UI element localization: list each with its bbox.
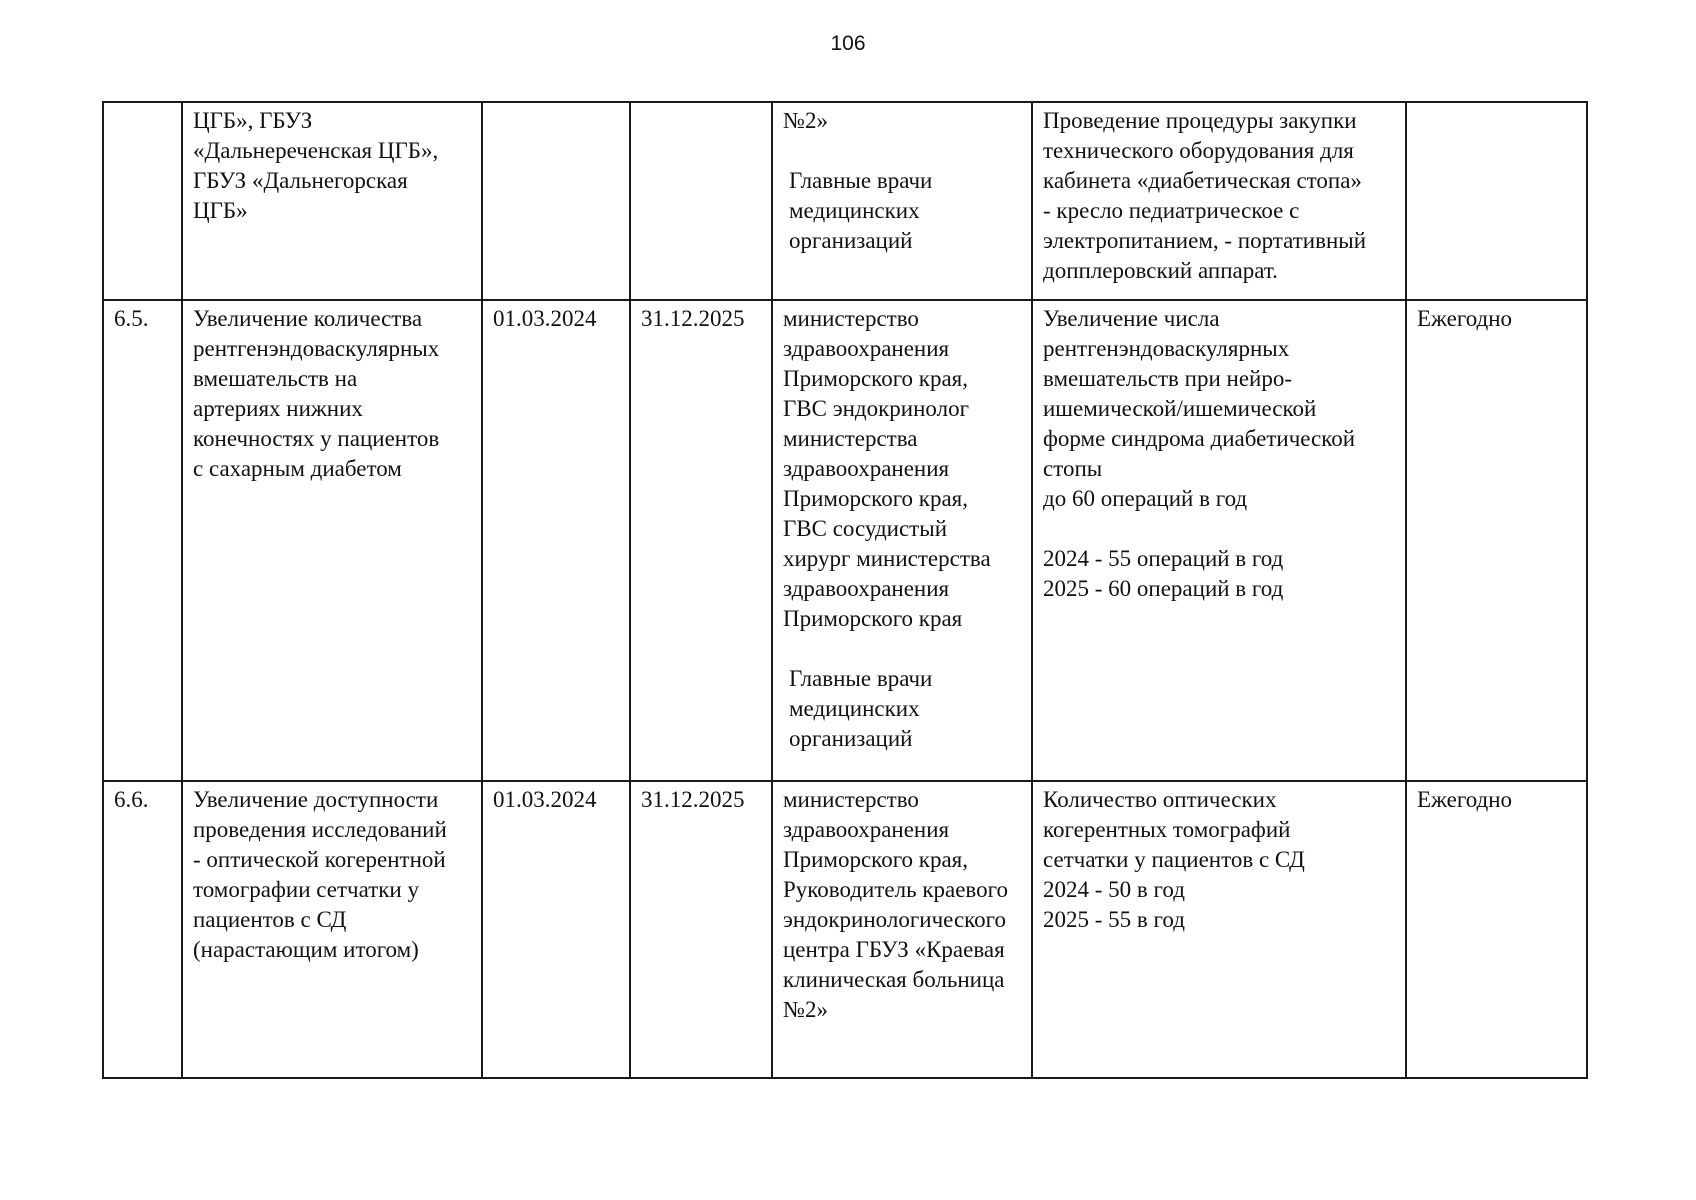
cell-responsible — [772, 300, 1032, 781]
responsible-top: министерство здравоохранения Приморского края, Руководитель краевого эндокринологического центра ГБУЗ «Краевая клиническая больница №2» — [783, 787, 1008, 1022]
responsible-top: №2» — [783, 108, 828, 133]
cell-responsible — [772, 102, 1032, 300]
responsible-bottom: Главные врачи медицинских организаций — [789, 168, 933, 253]
table-row — [103, 781, 1587, 1078]
table-row — [103, 102, 1587, 300]
cell-end-date — [630, 102, 772, 300]
cell-number: 6.6. — [103, 781, 182, 1078]
cell-activity: Увеличение количества рентгенэндоваскулярных вмешательств на артериях нижних конечностях у пациентов с сахарным диабетом — [182, 300, 482, 781]
cell-number — [103, 102, 182, 300]
responsible-top: министерство здравоохранения Приморского края, ГВС эндокринолог министерства здравоохранения Приморского края, ГВС сосудистый хирург министерства здравоохранения Приморского края — [783, 306, 991, 631]
cell-number: 6.5. — [103, 300, 182, 781]
cell-start-date: 01.03.2024 — [482, 300, 630, 781]
cell-start-date: 01.03.2024 — [482, 781, 630, 1078]
cell-frequency — [1406, 102, 1587, 300]
cell-end-date: 31.12.2025 — [630, 781, 772, 1078]
cell-result — [1032, 300, 1406, 781]
cell-frequency: Ежегодно — [1406, 300, 1587, 781]
cell-result: Количество оптических когерентных томографий сетчатки у пациентов с СД 2024 - 50 в год 2025 - 55 в год — [1032, 781, 1406, 1078]
cell-result: Проведение процедуры закупки технического оборудования для кабинета «диабетическая стопа» - кресло педиатрическое с электропитанием, - портативный допплеровский аппарат. — [1032, 102, 1406, 300]
cell-responsible — [772, 781, 1032, 1078]
cell-end-date: 31.12.2025 — [630, 300, 772, 781]
result-yearly: 2024 - 55 операций в год 2025 - 60 операций в год — [1043, 546, 1284, 601]
page-number: 106 — [830, 32, 866, 55]
table-row — [103, 300, 1587, 781]
responsible-bottom: Главные врачи медицинских организаций — [789, 666, 933, 751]
cell-activity: ЦГБ», ГБУЗ «Дальнереченская ЦГБ», ГБУЗ «Дальнегорская ЦГБ» — [182, 102, 482, 300]
cell-activity: Увеличение доступности проведения исследований - оптической когерентной томографии сетчатки у пациентов с СД (нарастающим итогом) — [182, 781, 482, 1078]
cell-start-date — [482, 102, 630, 300]
cell-frequency: Ежегодно — [1406, 781, 1587, 1078]
plan-table — [102, 101, 1588, 1079]
result-main: Увеличение числа рентгенэндоваскулярных вмешательств при нейро- ишемической/ишемической форме синдрома диабетической стопы до 60 операций в год — [1043, 306, 1356, 511]
